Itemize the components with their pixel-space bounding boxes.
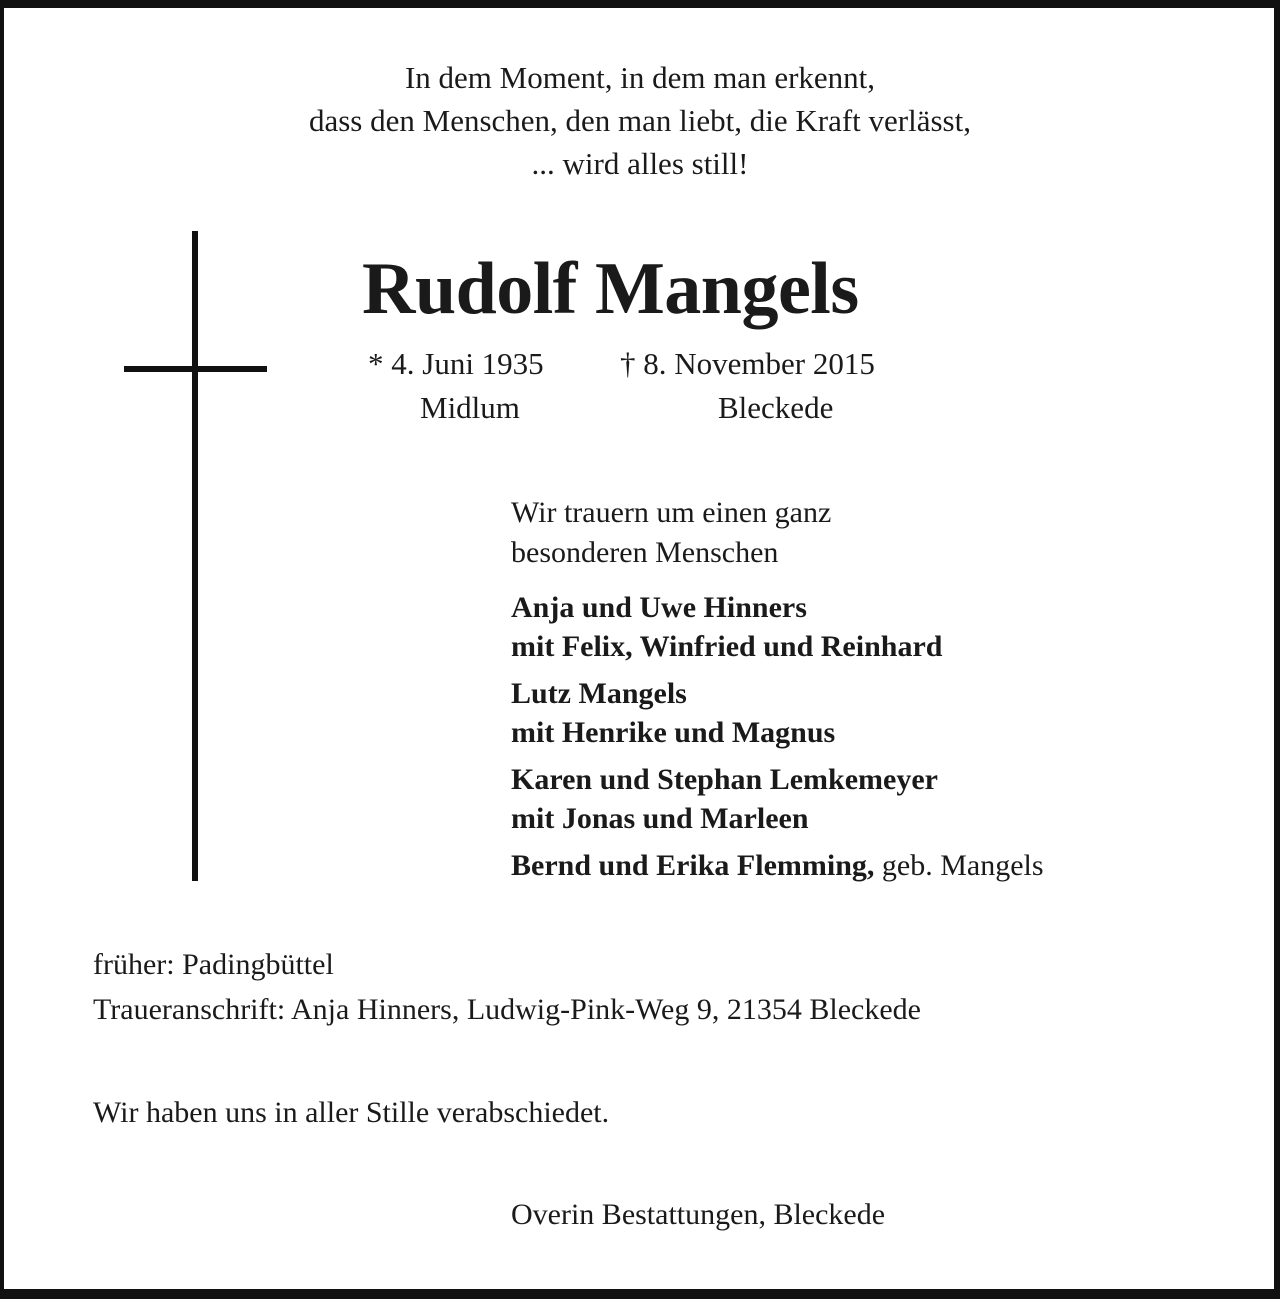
family-list: [511, 588, 1044, 893]
family-line: mit Jonas und Marleen: [511, 802, 809, 835]
family-line: Lutz Mangels: [511, 677, 687, 710]
mourning-line: Wir trauern um einen ganz: [511, 496, 832, 529]
deceased-name: Rudolf Mangels: [362, 248, 859, 330]
family-group: [511, 588, 1044, 666]
cross-icon: [192, 231, 198, 881]
birth-place: Midlum: [420, 390, 520, 425]
family-group: [511, 674, 1044, 752]
death-date: † 8. November 2015: [620, 346, 875, 381]
birth-date: * 4. Juni 1935: [368, 346, 544, 381]
mourning-line: besonderen Menschen: [511, 536, 779, 569]
mourning-address: Traueranschrift: Anja Hinners, Ludwig-Pink-Weg 9, 21354 Bleckede: [93, 993, 921, 1026]
mourning-text: [511, 493, 831, 573]
quote-line: dass den Menschen, den man liebt, die Kraft verlässt,: [308, 103, 971, 138]
maiden-name: geb. Mangels: [874, 849, 1044, 882]
quote-line: In dem Moment, in dem man erkennt,: [404, 60, 876, 95]
formerly-residence: früher: Padingbüttel: [93, 948, 334, 981]
family-group: [511, 846, 1044, 885]
family-line: Karen und Stephan Lemkemeyer: [511, 763, 938, 796]
death-place: Bleckede: [718, 390, 834, 425]
family-group: [511, 760, 1044, 838]
farewell-note: Wir haben uns in aller Stille verabschiedet.: [93, 1096, 610, 1129]
family-line: Bernd und Erika Flemming,: [511, 849, 875, 882]
family-line: Anja und Uwe Hinners: [511, 591, 807, 624]
quote-line: ... wird alles still!: [531, 146, 749, 181]
quote: [0, 56, 1280, 185]
undertaker: Overin Bestattungen, Bleckede: [511, 1198, 886, 1231]
family-line: mit Henrike und Magnus: [511, 716, 836, 749]
family-line: mit Felix, Winfried und Reinhard: [511, 630, 943, 663]
cross-icon-bar: [124, 366, 267, 372]
